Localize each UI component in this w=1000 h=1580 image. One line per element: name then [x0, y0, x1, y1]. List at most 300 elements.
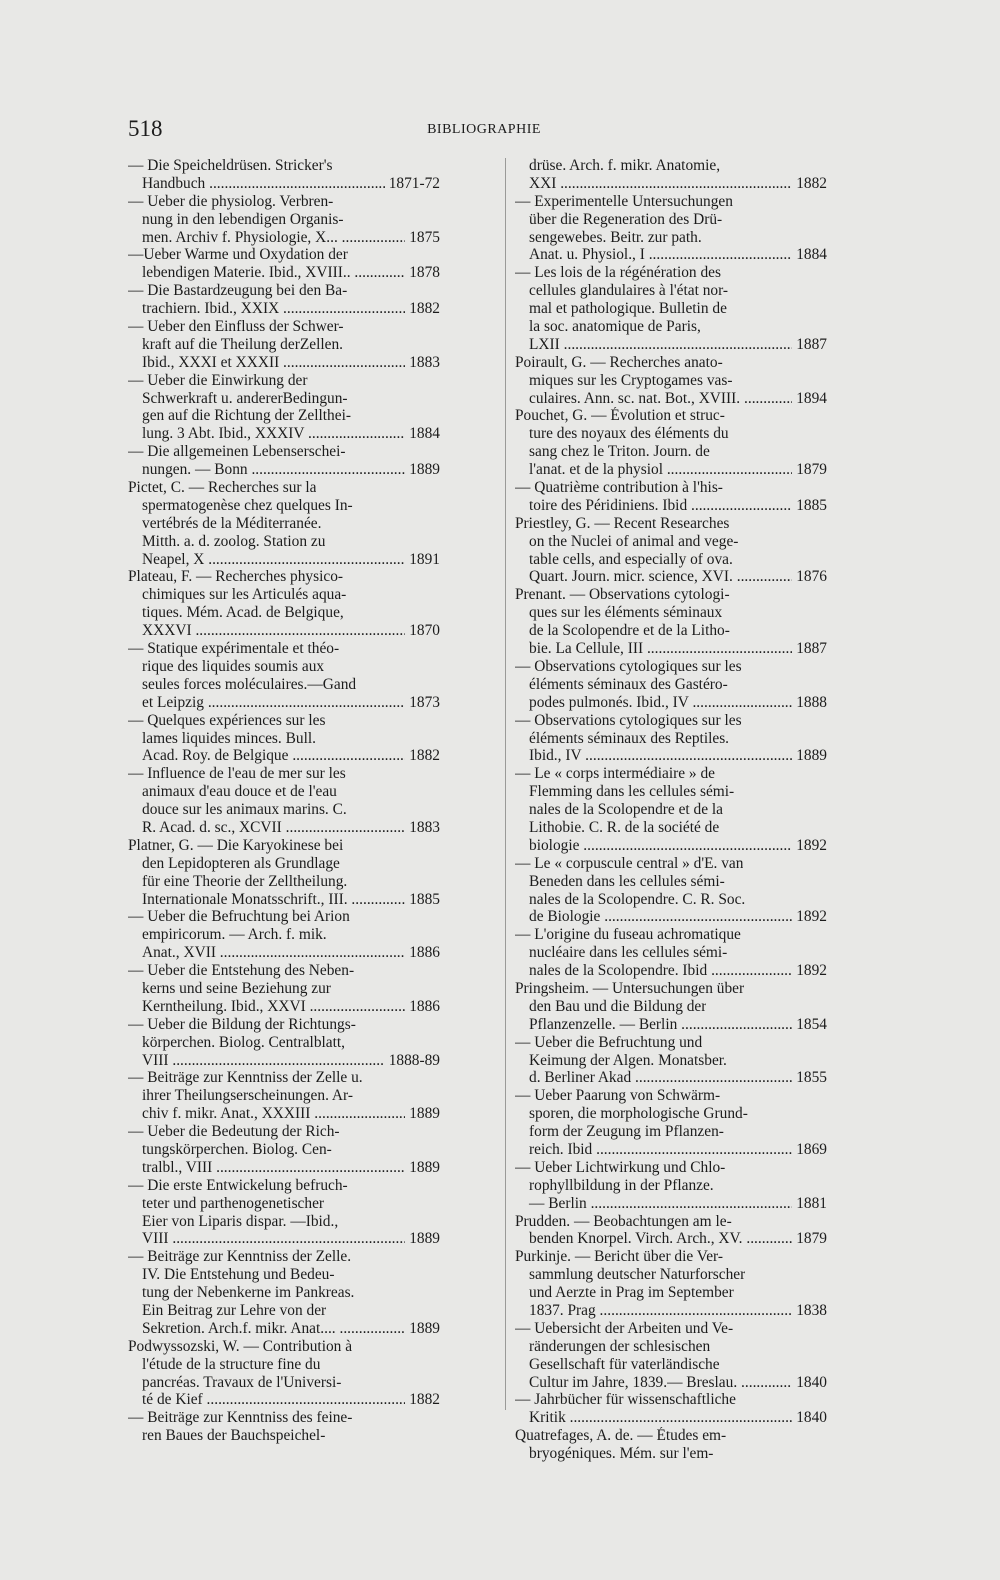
- line-text: — Le « corps intermédiaire » de: [515, 765, 716, 783]
- entry-year: 1889: [409, 1158, 440, 1176]
- bibliography-line: [128, 390, 440, 408]
- bibliography-line: [515, 891, 827, 909]
- line-text: — Ueber die Bildung der Richtungs-: [128, 1015, 356, 1033]
- line-text: Ibid., XXXI et XXXII .....: [128, 354, 405, 372]
- bibliography-line: [515, 336, 827, 354]
- entry-year: 1883: [409, 818, 440, 836]
- bibliography-line: [515, 1087, 827, 1105]
- entry-year: 1885: [796, 496, 827, 514]
- line-text: Neapel, X .....: [128, 551, 405, 569]
- line-text: den Bau und die Bildung der: [529, 997, 707, 1015]
- line-text: über die Regeneration des Drü-: [529, 210, 723, 228]
- bibliography-line: [128, 515, 440, 533]
- bibliography-line: [515, 551, 827, 569]
- line-text: den Lepidopteren als Grundlage: [142, 854, 340, 872]
- bibliography-line: [515, 1069, 827, 1087]
- line-text: on the Nuclei of animal and vege-: [529, 532, 739, 550]
- bibliography-line: [128, 497, 440, 515]
- entry-year: 1885: [409, 890, 440, 908]
- line-text: nungen. — Bonn .....: [128, 461, 405, 479]
- bibliography-line: [128, 855, 440, 873]
- entry-year: 1889: [409, 461, 440, 479]
- bibliography-line: [515, 604, 827, 622]
- line-text: ihrer Theilungserscheinungen. Ar-: [142, 1087, 353, 1105]
- line-text: — Quatrième contribution à l'his-: [515, 479, 723, 497]
- line-text: Pringsheim. — Untersuchungen über: [515, 979, 745, 997]
- line-text: table cells, and especially of ova.: [529, 550, 733, 568]
- bibliography-line: [128, 640, 440, 658]
- bibliography-line: [128, 568, 440, 586]
- entry-year: 1876: [796, 568, 827, 586]
- bibliography-line: [515, 1356, 827, 1374]
- bibliography-line: [515, 1123, 827, 1141]
- bibliography-line: [515, 1159, 827, 1177]
- bibliography-line: [515, 1284, 827, 1302]
- line-text: — Ueber Paarung von Schwärm-: [515, 1087, 721, 1105]
- line-text: sporen, die morphologische Grund-: [529, 1105, 748, 1123]
- line-text: — Ueber die Einwirkung der: [128, 371, 308, 389]
- line-text: spermatogenèse chez quelques In-: [142, 496, 353, 514]
- line-text: LXII .....: [515, 336, 792, 354]
- line-text: Prenant. — Observations cytologi-: [515, 586, 730, 604]
- bibliography-line: [515, 1391, 827, 1409]
- bibliography-line: [515, 497, 827, 515]
- line-text: — Ueber Lichtwirkung und Chlo-: [515, 1158, 726, 1176]
- line-text: lebendigen Materie. Ibid., XVIII.. .....: [128, 264, 405, 282]
- entry-year: 1888-89: [388, 1051, 440, 1069]
- line-text: — Ueber die physiolog. Verbren-: [128, 192, 334, 210]
- line-text: nales de la Scolopendre et de la: [529, 801, 724, 819]
- bibliography-line: [128, 873, 440, 891]
- line-text: Handbuch .....: [128, 175, 385, 193]
- bibliography-line: [128, 1356, 440, 1374]
- bibliography-line: [515, 1105, 827, 1123]
- line-text: trachiern. Ibid., XXIX .....: [128, 300, 405, 318]
- line-text: chimiques sur les Articulés aqua-: [142, 586, 347, 604]
- line-text: — Beiträge zur Kenntniss des feine-: [128, 1409, 353, 1427]
- line-text: éléments séminaux des Gastéro-: [529, 675, 728, 693]
- line-text: Prudden. — Beobachtungen am le-: [515, 1212, 732, 1230]
- entry-year: 1887: [796, 640, 827, 658]
- line-text: biologie .....: [515, 837, 792, 855]
- line-text: — Die erste Entwickelung befruch-: [128, 1176, 348, 1194]
- bibliography-line: [515, 246, 827, 264]
- bibliography-line: [128, 1302, 440, 1320]
- line-text: — Experimentelle Untersuchungen: [515, 192, 733, 210]
- line-text: toire des Péridiniens. Ibid .....: [515, 497, 792, 515]
- bibliography-line: [515, 193, 827, 211]
- bibliography-line: [515, 157, 827, 175]
- line-text: l'anat. et de la physiol .....: [515, 461, 792, 479]
- line-text: — L'origine du fuseau achromatique: [515, 926, 741, 944]
- bibliography-line: [515, 1248, 827, 1266]
- line-text: nales de la Scolopendre. Ibid .....: [515, 962, 792, 980]
- line-text: — Jahrbücher für wissenschaftliche: [515, 1391, 736, 1409]
- line-text: ques sur les éléments séminaux: [529, 604, 723, 622]
- bibliography-line: [515, 1177, 827, 1195]
- bibliography-line: [128, 1105, 440, 1123]
- line-text: men. Archiv f. Physiologie, X... .....: [128, 229, 405, 247]
- line-text: té de Kief .....: [128, 1391, 405, 1409]
- line-text: sang chez le Triton. Journ. de: [529, 443, 710, 461]
- line-text: IV. Die Entstehung und Bedeu-: [142, 1266, 335, 1284]
- bibliography-line: [515, 318, 827, 336]
- line-text: Priestley, G. — Recent Researches: [515, 514, 730, 532]
- line-text: Pictet, C. — Recherches sur la: [128, 479, 317, 497]
- line-text: gen auf die Richtung der Zellthei-: [142, 407, 351, 425]
- line-text: tungskörperchen. Biolog. Cen-: [142, 1140, 332, 1158]
- entry-year: 1892: [796, 836, 827, 854]
- line-text: bryogéniques. Mém. sur l'em-: [529, 1445, 714, 1463]
- bibliography-line: [515, 1409, 827, 1427]
- line-text: — Quelques expériences sur les: [128, 711, 326, 729]
- line-text: drüse. Arch. f. mikr. Anatomie,: [529, 157, 721, 174]
- right-column: [515, 157, 827, 1463]
- bibliography-line: [128, 1195, 440, 1213]
- bibliography-line: [128, 1141, 440, 1159]
- bibliography-line: [515, 1302, 827, 1320]
- line-text: l'étude de la structure fine du: [142, 1355, 321, 1373]
- line-text: — Statique expérimentale et théo-: [128, 640, 340, 658]
- bibliography-line: [515, 211, 827, 229]
- line-text: de Biologie .....: [515, 908, 792, 926]
- bibliography-line: [515, 801, 827, 819]
- bibliography-line: [515, 998, 827, 1016]
- entry-year: 1840: [796, 1409, 827, 1427]
- bibliography-line: [515, 515, 827, 533]
- bibliography-line: [515, 390, 827, 408]
- entry-year: 1889: [409, 1319, 440, 1337]
- line-text: tiques. Mém. Acad. de Belgique,: [142, 604, 344, 622]
- line-text: kerns und seine Beziehung zur: [142, 979, 331, 997]
- line-text: — Observations cytologiques sur les: [515, 657, 742, 675]
- bibliography-line: [128, 622, 440, 640]
- bibliography-line: [515, 747, 827, 765]
- line-text: la soc. anatomique de Paris,: [529, 318, 701, 336]
- bibliography-line: [128, 246, 440, 264]
- bibliography-line: [128, 461, 440, 479]
- line-text: Poirault, G. — Recherches anato-: [515, 353, 723, 371]
- bibliography-line: [128, 586, 440, 604]
- entry-year: 1882: [409, 747, 440, 765]
- line-text: — Beiträge zur Kenntniss der Zelle u.: [128, 1069, 363, 1087]
- bibliography-line: [128, 193, 440, 211]
- bibliography-line: [515, 783, 827, 801]
- line-text: nung in den lebendigen Organis-: [142, 210, 344, 228]
- bibliography-line: [515, 855, 827, 873]
- bibliography-line: [128, 908, 440, 926]
- line-text: nucléaire dans les cellules sémi-: [529, 944, 728, 962]
- bibliography-line: [128, 407, 440, 425]
- bibliography-line: [128, 157, 440, 175]
- bibliography-line: [128, 479, 440, 497]
- line-text: ränderungen der schlesischen: [529, 1337, 711, 1355]
- line-text: mal et pathologique. Bulletin de: [529, 300, 727, 318]
- bibliography-line: [515, 175, 827, 193]
- line-text: für eine Theorie der Zelltheilung.: [142, 872, 348, 890]
- bibliography-line: [128, 1177, 440, 1195]
- bibliography-line: [515, 837, 827, 855]
- line-text: — Uebersicht der Arbeiten und Ve-: [515, 1319, 734, 1337]
- bibliography-line: [128, 891, 440, 909]
- bibliography-line: [515, 962, 827, 980]
- bibliography-line: [515, 354, 827, 372]
- line-text: empiricorum. — Arch. f. mik.: [142, 926, 327, 944]
- entry-year: 1870: [409, 622, 440, 640]
- bibliography-line: [128, 765, 440, 783]
- bibliography-line: [515, 676, 827, 694]
- bibliography-line: [515, 926, 827, 944]
- bibliography-line: [128, 747, 440, 765]
- line-text: — Ueber die Entstehung des Neben-: [128, 962, 355, 980]
- line-text: — Le « corpuscule central » d'E. van: [515, 854, 744, 872]
- bibliography-line: [128, 944, 440, 962]
- entry-year: 1884: [796, 246, 827, 264]
- bibliography-line: [128, 1159, 440, 1177]
- bibliography-line: [515, 1320, 827, 1338]
- entry-year: 1878: [409, 264, 440, 282]
- bibliography-line: [128, 425, 440, 443]
- line-text: Flemming dans les cellules sémi-: [529, 783, 735, 801]
- line-text: podes pulmonés. Ibid., IV .....: [515, 694, 792, 712]
- bibliography-line: [128, 676, 440, 694]
- entry-year: 1879: [796, 461, 827, 479]
- line-text: Ibid., IV .....: [515, 747, 792, 765]
- line-text: Acad. Roy. de Belgique .....: [128, 747, 405, 765]
- line-text: tralbl., VIII .....: [128, 1159, 405, 1177]
- line-text: form der Zeugung im Pflanzen-: [529, 1123, 724, 1141]
- line-text: Schwerkraft u. andererBedingun-: [142, 389, 348, 407]
- bibliography-line: [515, 1266, 827, 1284]
- bibliography-line: [515, 873, 827, 891]
- bibliography-line: [128, 264, 440, 282]
- bibliography-line: [128, 998, 440, 1016]
- line-text: Keimung der Algen. Monatsber.: [529, 1051, 727, 1069]
- entry-year: 1889: [409, 1105, 440, 1123]
- bibliography-line: [128, 1284, 440, 1302]
- line-text: — Ueber die Befruchtung und: [515, 1033, 703, 1051]
- bibliography-line: [128, 282, 440, 300]
- line-text: Kerntheilung. Ibid., XXVI .....: [128, 998, 405, 1016]
- bibliography-line: [128, 318, 440, 336]
- line-text: — Berlin .....: [515, 1195, 792, 1213]
- page-header: [128, 116, 840, 146]
- bibliography-line: [515, 944, 827, 962]
- entry-year: 1891: [409, 550, 440, 568]
- entry-year: 1873: [409, 693, 440, 711]
- line-text: et Leipzig .....: [128, 694, 405, 712]
- bibliography-line: [515, 908, 827, 926]
- line-text: — Beiträge zur Kenntniss der Zelle.: [128, 1248, 352, 1266]
- entry-year: 1888: [796, 693, 827, 711]
- bibliography-line: [128, 1427, 440, 1445]
- bibliography-line: [515, 479, 827, 497]
- line-text: teter und parthenogenetischer: [142, 1194, 325, 1212]
- line-text: — Influence de l'eau de mer sur les: [128, 765, 346, 783]
- bibliography-line: [128, 1266, 440, 1284]
- entry-year: 1889: [409, 1230, 440, 1248]
- running-title: BIBLIOGRAPHIE: [427, 122, 541, 137]
- line-text: Quart. Journ. micr. science, XVI. .....: [515, 568, 792, 586]
- line-text: — Die Bastardzeugung bei den Ba-: [128, 282, 348, 300]
- line-text: éléments séminaux des Reptiles.: [529, 729, 730, 747]
- line-text: Cultur im Jahre, 1839.— Breslau. .....: [515, 1374, 792, 1392]
- line-text: — Die allgemeinen Lebenserschei-: [128, 443, 346, 461]
- bibliography-line: [128, 211, 440, 229]
- bibliography-line: [515, 980, 827, 998]
- line-text: — Observations cytologiques sur les: [515, 711, 742, 729]
- line-text: Plateau, F. — Recherches physico-: [128, 568, 344, 586]
- line-text: tung der Nebenkerne im Pankreas.: [142, 1284, 355, 1302]
- line-text: Kritik .....: [515, 1409, 792, 1427]
- bibliography-line: [515, 1230, 827, 1248]
- bibliography-line: [128, 533, 440, 551]
- bibliography-line: [128, 1069, 440, 1087]
- line-text: benden Knorpel. Virch. Arch., XV. .....: [515, 1230, 792, 1248]
- entry-year: 1871-72: [388, 174, 440, 192]
- line-text: chiv f. mikr. Anat., XXXIII .....: [128, 1105, 405, 1123]
- bibliography-line: [515, 372, 827, 390]
- line-text: rique des liquides soumis aux: [142, 657, 325, 675]
- line-text: Gesellschaft für vaterländische: [529, 1355, 720, 1373]
- entry-year: 1840: [796, 1373, 827, 1391]
- entry-year: 1855: [796, 1069, 827, 1087]
- bibliography-line: [128, 1374, 440, 1392]
- bibliography-line: [515, 1141, 827, 1159]
- bibliography-line: [128, 783, 440, 801]
- bibliography-line: [515, 568, 827, 586]
- line-text: vertébrés de la Méditerranée.: [142, 514, 322, 532]
- bibliography-line: [515, 1374, 827, 1392]
- entry-year: 1887: [796, 335, 827, 353]
- bibliography-line: [515, 1338, 827, 1356]
- line-text: 1837. Prag .....: [515, 1302, 792, 1320]
- entry-year: 1882: [409, 300, 440, 318]
- line-text: pancréas. Travaux de l'Universi-: [142, 1373, 342, 1391]
- bibliography-line: [128, 730, 440, 748]
- bibliography-line: [128, 1409, 440, 1427]
- line-text: VIII .....: [128, 1052, 385, 1070]
- bibliography-line: [515, 425, 827, 443]
- line-text: Quatrefages, A. de. — Études em-: [515, 1427, 727, 1445]
- bibliography-line: [515, 264, 827, 282]
- line-text: douce sur les animaux marins. C.: [142, 801, 347, 819]
- line-text: animaux d'eau douce et de l'eau: [142, 783, 337, 801]
- bibliography-line: [515, 443, 827, 461]
- left-column: [128, 157, 440, 1445]
- line-text: rophyllbildung in der Pflanze.: [529, 1176, 714, 1194]
- bibliography-line: [515, 1445, 827, 1463]
- line-text: — Ueber den Einfluss der Schwer-: [128, 318, 344, 336]
- bibliography-line: [515, 229, 827, 247]
- line-text: Sekretion. Arch.f. mikr. Anat.... .....: [128, 1320, 405, 1338]
- entry-year: 1879: [796, 1230, 827, 1248]
- line-text: VIII .....: [128, 1230, 405, 1248]
- line-text: Ein Beitrag zur Lehre von der: [142, 1302, 327, 1319]
- bibliography-line: [128, 1391, 440, 1409]
- line-text: Mitth. a. d. zoolog. Station zu: [142, 532, 326, 550]
- line-text: cellules glandulaires à l'état nor-: [529, 282, 729, 300]
- bibliography-line: [515, 407, 827, 425]
- entry-year: 1883: [409, 353, 440, 371]
- entry-year: 1886: [409, 997, 440, 1015]
- bibliography-line: [128, 1087, 440, 1105]
- bibliography-line: [515, 533, 827, 551]
- line-text: Podwyssozski, W. — Contribution à: [128, 1337, 353, 1355]
- bibliography-line: [515, 1195, 827, 1213]
- page-number: 518: [128, 116, 163, 141]
- bibliography-line: [128, 336, 440, 354]
- bibliography-line: [515, 586, 827, 604]
- entry-year: 1882: [409, 1391, 440, 1409]
- bibliography-line: [515, 694, 827, 712]
- line-text: lames liquides minces. Bull.: [142, 729, 316, 747]
- bibliography-line: [128, 1123, 440, 1141]
- bibliography-line: [515, 1016, 827, 1034]
- bibliography-line: [128, 604, 440, 622]
- bibliography-line: [515, 622, 827, 640]
- entry-year: 1882: [796, 174, 827, 192]
- bibliography-line: [128, 658, 440, 676]
- bibliography-line: [128, 926, 440, 944]
- entry-year: 1881: [796, 1194, 827, 1212]
- bibliography-line: [515, 1213, 827, 1231]
- line-text: sengewebes. Beitr. zur path.: [529, 228, 702, 246]
- bibliography-line: [128, 1213, 440, 1231]
- line-text: R. Acad. d. sc., XCVII .....: [128, 819, 405, 837]
- line-text: — Les lois de la régénération des: [515, 264, 721, 282]
- line-text: — Ueber die Befruchtung bei Arion: [128, 908, 350, 926]
- bibliography-line: [515, 712, 827, 730]
- line-text: — Ueber die Bedeutung der Rich-: [128, 1123, 340, 1141]
- line-text: miques sur les Cryptogames vas-: [529, 371, 733, 389]
- bibliography-line: [128, 1034, 440, 1052]
- entry-year: 1875: [409, 228, 440, 246]
- line-text: d. Berliner Akad .....: [515, 1069, 792, 1087]
- bibliography-line: [515, 730, 827, 748]
- entry-year: 1892: [796, 962, 827, 980]
- bibliography-line: [128, 1052, 440, 1070]
- line-text: Pflanzenzelle. — Berlin .....: [515, 1016, 792, 1034]
- bibliography-line: [128, 819, 440, 837]
- bibliography-line: [128, 1248, 440, 1266]
- entry-year: 1884: [409, 425, 440, 443]
- bibliography-line: [515, 658, 827, 676]
- line-text: Platner, G. — Die Karyokinese bei: [128, 836, 344, 854]
- bibliography-line: [128, 837, 440, 855]
- bibliography-line: [128, 1338, 440, 1356]
- bibliography-line: [128, 1320, 440, 1338]
- line-text: — Die Speicheldrüsen. Stricker's: [128, 157, 333, 174]
- line-text: XXI .....: [515, 175, 792, 193]
- bibliography-line: [515, 765, 827, 783]
- entry-year: 1889: [796, 747, 827, 765]
- line-text: culaires. Ann. sc. nat. Bot., XVIII. .....: [515, 390, 792, 408]
- line-text: ture des noyaux des éléments du: [529, 425, 729, 443]
- entry-year: 1894: [796, 389, 827, 407]
- entry-year: 1869: [796, 1140, 827, 1158]
- bibliography-line: [128, 694, 440, 712]
- bibliography-line: [515, 640, 827, 658]
- line-text: reich. Ibid .....: [515, 1141, 792, 1159]
- bibliography-line: [515, 1427, 827, 1445]
- bibliography-line: [128, 980, 440, 998]
- bibliography-line: [128, 372, 440, 390]
- line-text: sammlung deutscher Naturforscher: [529, 1266, 746, 1284]
- line-text: —Ueber Warme und Oxydation der: [128, 246, 348, 264]
- line-text: seules forces moléculaires.—Gand: [142, 675, 357, 693]
- line-text: kraft auf die Theilung derZellen.: [142, 335, 343, 353]
